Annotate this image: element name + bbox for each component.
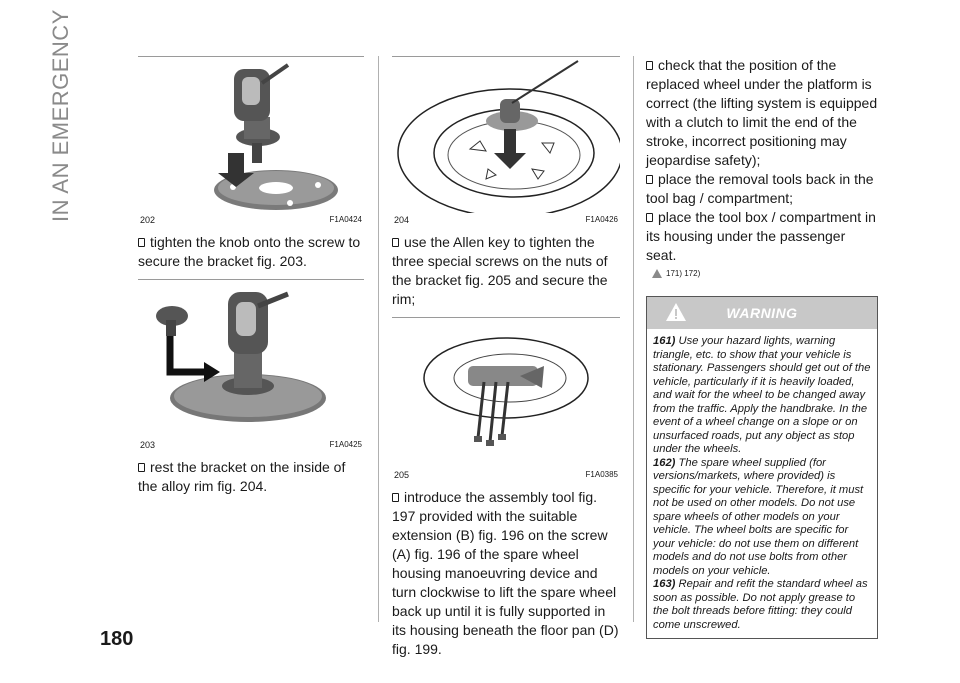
warning-item: 162) The spare wheel supplied (for versions/markets, where provided) is specific for your vehicle. Therefore, it must not be used on other models. Do not use spare wheels of other models on your vehicle. The wheel bolts are specific for your vehicle: do not use them on different models and do not use bolts from other models on your vehicle. [653,456,864,577]
figure-number: 204 [394,215,410,225]
instruction-step: place the tool box / compartment in its housing under the passenger seat. [646,209,876,263]
column-3 [646,56,878,639]
checkbox-bullet-icon [138,238,145,247]
checkbox-bullet-icon [392,238,399,247]
page-number: 180 [100,628,134,650]
figure-caption [392,213,620,225]
figure-code: F1A0385 [585,470,618,479]
checkbox-bullet-icon [646,61,653,70]
allen-key-screws-illustration [392,318,620,468]
figure-code: F1A0426 [585,215,618,224]
checkbox-bullet-icon [646,175,653,184]
warning-item: 161) Use your hazard lights, warning triangle, etc. to show that your vehicle is stationary. Passengers should get out of the vehicle, particularly if it is heavily loaded, and wait for the wheel to be changed away from the traffic. Apply the handbrake. In the event of a wheel change on a slope or on unsurfaced roads, put any object as stop under the wheels. [653,335,871,455]
figure-number: 202 [140,215,156,225]
figure-203 [138,279,364,450]
figure-204 [392,56,620,225]
column-1 [138,56,364,496]
figure-caption [138,213,364,225]
instruction-step: check that the position of the replaced wheel under the platform is correct (the lifting system is equipped with a clutch to limit the end of the stroke, incorrect positioning may jeopardise safety); [646,57,878,168]
warning-body [647,329,877,638]
warning-header [647,297,877,329]
figure-number: 205 [394,470,410,480]
section-title: IN AN EMERGENCY [48,9,73,222]
column-divider [633,56,634,622]
figure-code: F1A0424 [329,215,362,224]
figure-number: 203 [140,440,156,450]
checkbox-bullet-icon [392,493,399,502]
figure-205 [392,317,620,480]
figure-code: F1A0425 [329,440,362,449]
figure-caption [392,468,620,480]
bracket-knob-illustration [138,57,364,213]
warning-references: 171) 172) [652,269,878,278]
warning-title: WARNING [726,305,798,321]
figure-202 [138,56,364,225]
checkbox-bullet-icon [646,213,653,222]
figure-caption [138,438,364,450]
bracket-assembly-illustration [138,280,364,438]
warning-triangle-icon [665,302,687,322]
column-2 [392,56,620,659]
warning-box [646,296,878,639]
checkbox-bullet-icon [138,463,145,472]
instruction-step: introduce the assembly tool fig. 197 provided with the suitable extension (B) fig. 196 on the screw (A) fig. 196 of the spare wheel housing manoeuvring device and turn clockwise to lift the spare wheel back up until it is fully supported in its housing beneath the floor pan (D) fig. 199. [392,489,619,657]
warning-item: 163) Repair and refit the standard wheel as soon as possible. Do not apply grease to the bolt threads before fitting: they could come unscrewed. [653,578,868,631]
instruction-step: place the removal tools back in the tool bag / compartment; [646,171,874,206]
warning-triangle-icon [652,269,662,278]
instruction-step: rest the bracket on the inside of the alloy rim fig. 204. [138,459,346,494]
spare-wheel-bracket-illustration [392,57,620,213]
column-divider [378,56,379,622]
instruction-step: tighten the knob onto the screw to secure the bracket fig. 203. [138,234,361,269]
instruction-step: use the Allen key to tighten the three special screws on the nuts of the bracket fig. 205 and secure the rim; [392,234,608,307]
